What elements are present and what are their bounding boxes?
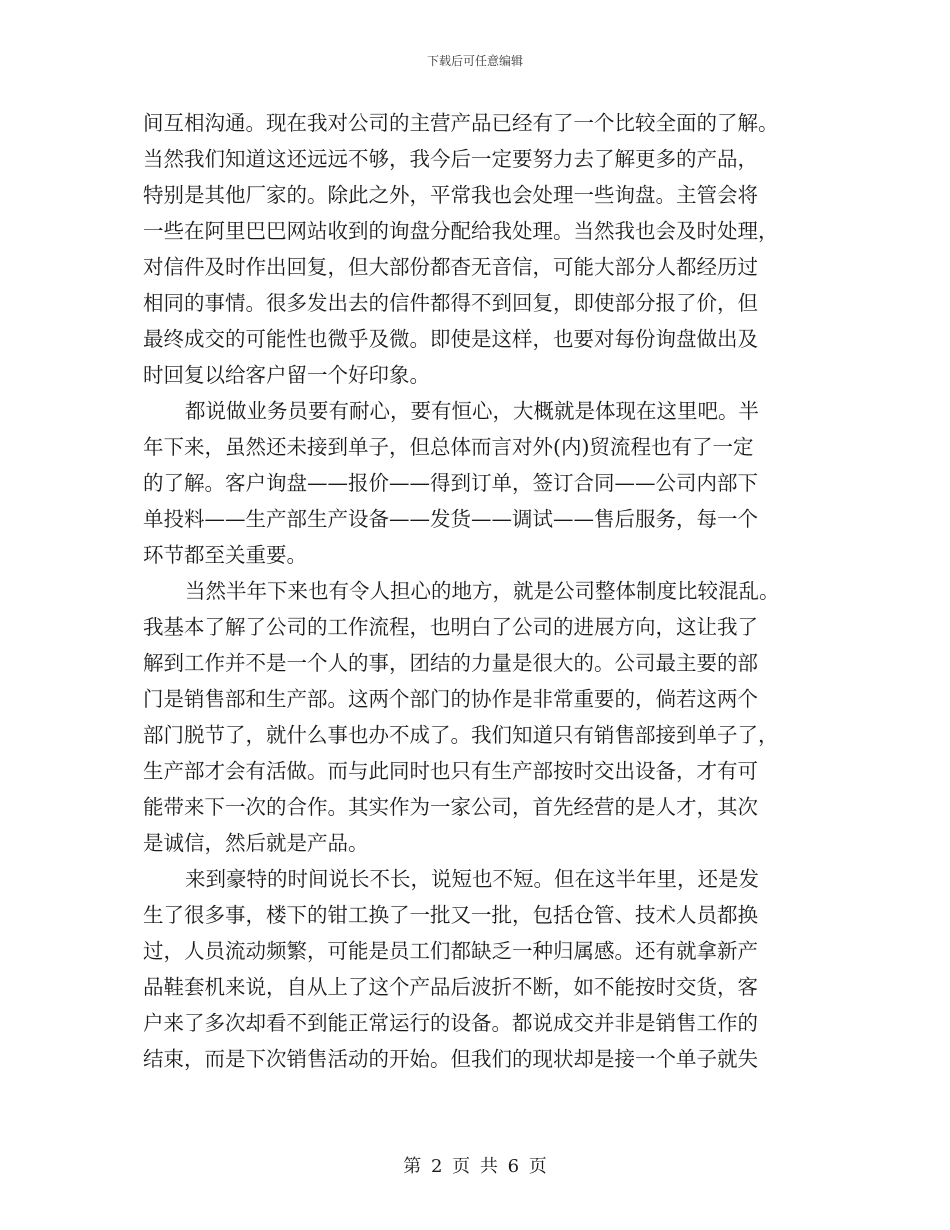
text-line: 品鞋套机来说，自从上了这个产品后波折不断，如不能按时交货，客 <box>143 975 758 999</box>
text-line: 的了解。客户询盘——报价——得到订单，签订合同——公司内部下 <box>143 471 758 495</box>
text-line: 是诚信，然后就是产品。 <box>143 831 369 855</box>
text-line: 间互相沟通。现在我对公司的主营产品已经有了一个比较全面的了解。 <box>143 111 779 135</box>
text-line: 都说做业务员要有耐心，要有恒心，大概就是体现在这里吧。半 <box>185 399 759 423</box>
text-line: 解到工作并不是一个人的事，团结的力量是很大的。公司最主要的部 <box>143 651 758 675</box>
text-line: 门是销售部和生产部。这两个部门的协作是非常重要的，倘若这两个 <box>143 687 758 711</box>
paragraph-4 <box>143 864 807 1080</box>
text-line: 单投料——生产部生产设备——发货——调试——售后服务，每一个 <box>143 507 758 531</box>
text-line: 生产部才会有活做。而与此同时也只有生产部按时交出设备，才有可 <box>143 759 758 783</box>
text-line: 结束，而是下次销售活动的开始。但我们的现状却是接一个单子就失 <box>143 1047 758 1071</box>
text-line: 来到豪特的时间说长不长，说短也不短。但在这半年里，还是发 <box>185 867 759 891</box>
page-number: 第 2 页 共 6 页 <box>403 1156 547 1177</box>
text-line: 能带来下一次的合作。其实作为一家公司，首先经营的是人才，其次 <box>143 795 758 819</box>
paragraph-2 <box>143 396 807 576</box>
text-line: 生了很多事，楼下的钳工换了一批又一批，包括仓管、技术人员都换 <box>143 903 758 927</box>
text-line: 年下来，虽然还未接到单子，但总体而言对外(内)贸流程也有了一定 <box>143 435 754 459</box>
text-line: 环节都至关重要。 <box>143 543 307 567</box>
text-line: 最终成交的可能性也微乎及微。即使是这样，也要对每份询盘做出及 <box>143 327 758 351</box>
text-line: 部门脱节了，就什么事也办不成了。我们知道只有销售部接到单子了， <box>143 723 779 747</box>
text-line: 相同的事情。很多发出去的信件都得不到回复，即使部分报了价，但 <box>143 291 758 315</box>
text-line: 当然我们知道这还远远不够，我今后一定要努力去了解更多的产品， <box>143 147 758 171</box>
document-body <box>143 108 807 1080</box>
text-line: 当然半年下来也有令人担心的地方，就是公司整体制度比较混乱。 <box>185 579 780 603</box>
text-line: 户来了多次却看不到能正常运行的设备。都说成交并非是销售工作的 <box>143 1011 758 1035</box>
page-header: 下载后可任意编辑 <box>426 54 523 68</box>
text-line: 对信件及时作出回复，但大部份都杳无音信，可能大部分人都经历过 <box>143 255 758 279</box>
text-line: 特别是其他厂家的。除此之外，平常我也会处理一些询盘。主管会将 <box>143 183 758 207</box>
paragraph-3 <box>143 576 807 864</box>
text-line: 过，人员流动频繁，可能是员工们都缺乏一种归属感。还有就拿新产 <box>143 939 758 963</box>
paragraph-1 <box>143 108 807 396</box>
text-line: 我基本了解了公司的工作流程，也明白了公司的进展方向，这让我了 <box>143 615 758 639</box>
text-line: 时回复以给客户留一个好印象。 <box>143 363 430 387</box>
text-line: 一些在阿里巴巴网站收到的询盘分配给我处理。当然我也会及时处理， <box>143 219 779 243</box>
